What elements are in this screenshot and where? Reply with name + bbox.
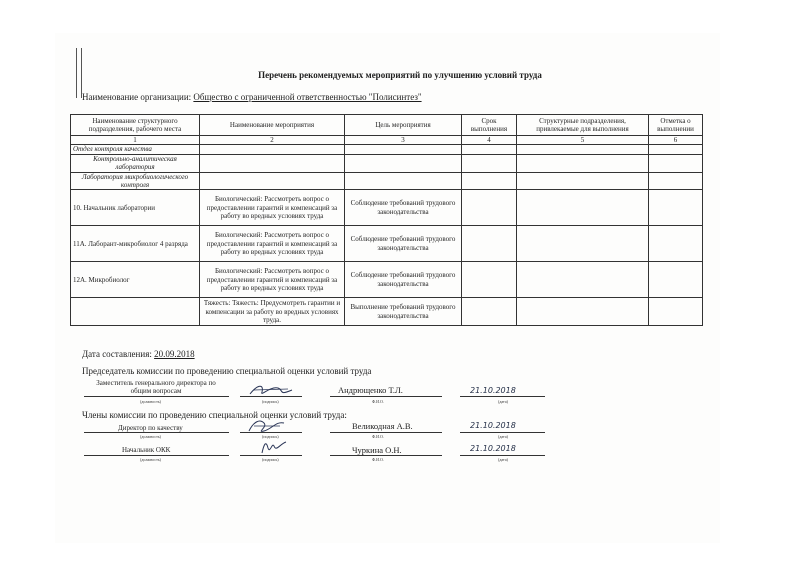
chairman-name-line xyxy=(330,396,442,397)
table-row xyxy=(71,226,703,262)
caption-date: (дата) xyxy=(498,457,508,462)
header-mark: Отметка о выполнении xyxy=(649,115,703,136)
row-goal: Соблюдение требований трудового законодательства xyxy=(345,190,462,226)
row-measure: Биологический: Рассмотреть вопрос о предоставлении гарантий и компенсаций за работу во вредных условиях труда xyxy=(200,262,345,298)
table-row xyxy=(71,298,703,326)
row-place xyxy=(71,298,200,326)
member-name-line xyxy=(330,455,442,456)
header-deadline: Срок выполнения xyxy=(462,115,517,136)
number-row xyxy=(71,136,703,145)
row-goal: Выполнение требований трудового законодательства xyxy=(345,298,462,326)
header-place: Наименование структурного подразделения, рабочего места xyxy=(71,115,200,136)
caption-date: (дата) xyxy=(498,399,508,404)
member-position: Директор по качеству xyxy=(118,424,183,432)
caption-position: (должность) xyxy=(140,434,161,439)
caption-fio: Ф.И.О. xyxy=(372,399,384,404)
caption-fio: Ф.И.О. xyxy=(372,457,384,462)
document-title: Перечень рекомендуемых мероприятий по улучшению условий труда xyxy=(258,70,542,80)
chairman-signature-line xyxy=(240,396,302,397)
row-goal: Соблюдение требований трудового законодательства xyxy=(345,262,462,298)
caption-position: (должность) xyxy=(140,457,161,462)
organization-value: Общество с ограниченной ответственностью "Полисинтез" xyxy=(193,92,422,102)
header-goal: Цель мероприятия xyxy=(345,115,462,136)
member-date: 21.10.2018 xyxy=(470,421,516,430)
member-date-line xyxy=(460,455,545,456)
members-heading: Члены комиссии по проведению специальной оценки условий труда: xyxy=(82,410,347,420)
row-place: 11А. Лаборант-микробиолог 4 разряда xyxy=(71,226,200,262)
member-date-line xyxy=(460,432,545,433)
chairman-name: Андрющенко Т.Л. xyxy=(338,385,403,395)
department-row xyxy=(71,145,703,154)
department-name: Отдел контроля качества xyxy=(71,145,200,154)
chairman-position: Заместитель генерального директора по общим вопросам xyxy=(96,379,216,396)
member-position-line xyxy=(84,432,229,433)
row-measure: Тяжесть: Тяжесть: Предусмотреть гарантии и компенсации за работу во вредных условиях труда. xyxy=(200,298,345,326)
member-position: Начальник ОКК xyxy=(122,446,171,454)
organization-line xyxy=(82,92,422,102)
measures-table xyxy=(70,114,703,326)
caption-signature: (подпись) xyxy=(262,457,279,462)
col-number: 3 xyxy=(345,136,462,145)
subdivision-row xyxy=(71,154,703,172)
chairman-heading: Председатель комиссии по проведению специальной оценки условий труда xyxy=(82,366,372,376)
member-name: Чуркина О.Н. xyxy=(352,445,402,455)
row-goal: Соблюдение требований трудового законодательства xyxy=(345,226,462,262)
chairman-date-line xyxy=(460,396,545,397)
table-row xyxy=(71,262,703,298)
date-label: Дата составления: xyxy=(82,349,152,359)
col-number: 1 xyxy=(71,136,200,145)
header-measure: Наименование мероприятия xyxy=(200,115,345,136)
row-measure: Биологический: Рассмотреть вопрос о предоставлении гарантий и компенсаций за работу во вредных условиях труда xyxy=(200,226,345,262)
subdivision-name: Контрольно-аналитическая лаборатория xyxy=(71,154,200,172)
chairman-date: 21.10.2018 xyxy=(470,386,516,395)
col-number: 5 xyxy=(517,136,649,145)
col-number: 2 xyxy=(200,136,345,145)
subdivision-row xyxy=(71,172,703,190)
caption-signature: (подпись) xyxy=(262,399,279,404)
col-number: 4 xyxy=(462,136,517,145)
header-row xyxy=(71,115,703,136)
member-name-line xyxy=(330,432,442,433)
col-number: 6 xyxy=(649,136,703,145)
date-value: 20.09.2018 xyxy=(154,349,195,359)
member-signature-line xyxy=(240,432,302,433)
subdivision-name: Лаборатория микробиологического контроля xyxy=(71,172,200,190)
member-signature xyxy=(258,438,288,456)
caption-date: (дата) xyxy=(498,434,508,439)
table-row xyxy=(71,190,703,226)
date-line xyxy=(82,349,195,359)
member-name: Великодная А.В. xyxy=(352,421,413,431)
row-place: 10. Начальник лаборатории xyxy=(71,190,200,226)
member-date: 21.10.2018 xyxy=(470,444,516,453)
header-units: Структурные подразделения, привлекаемые для выполнения xyxy=(517,115,649,136)
organization-label: Наименование организации: xyxy=(82,92,192,102)
caption-signature: (подпись) xyxy=(262,434,279,439)
caption-fio: Ф.И.О. xyxy=(372,434,384,439)
chairman-position-line xyxy=(84,396,229,397)
caption-position: (должность) xyxy=(140,399,161,404)
member-position-line xyxy=(84,455,229,456)
member-signature-line xyxy=(240,455,302,456)
row-place: 12А. Микробиолог xyxy=(71,262,200,298)
row-measure: Биологический: Рассмотреть вопрос о предоставлении гарантий и компенсаций за работу во вредных условиях труда xyxy=(200,190,345,226)
